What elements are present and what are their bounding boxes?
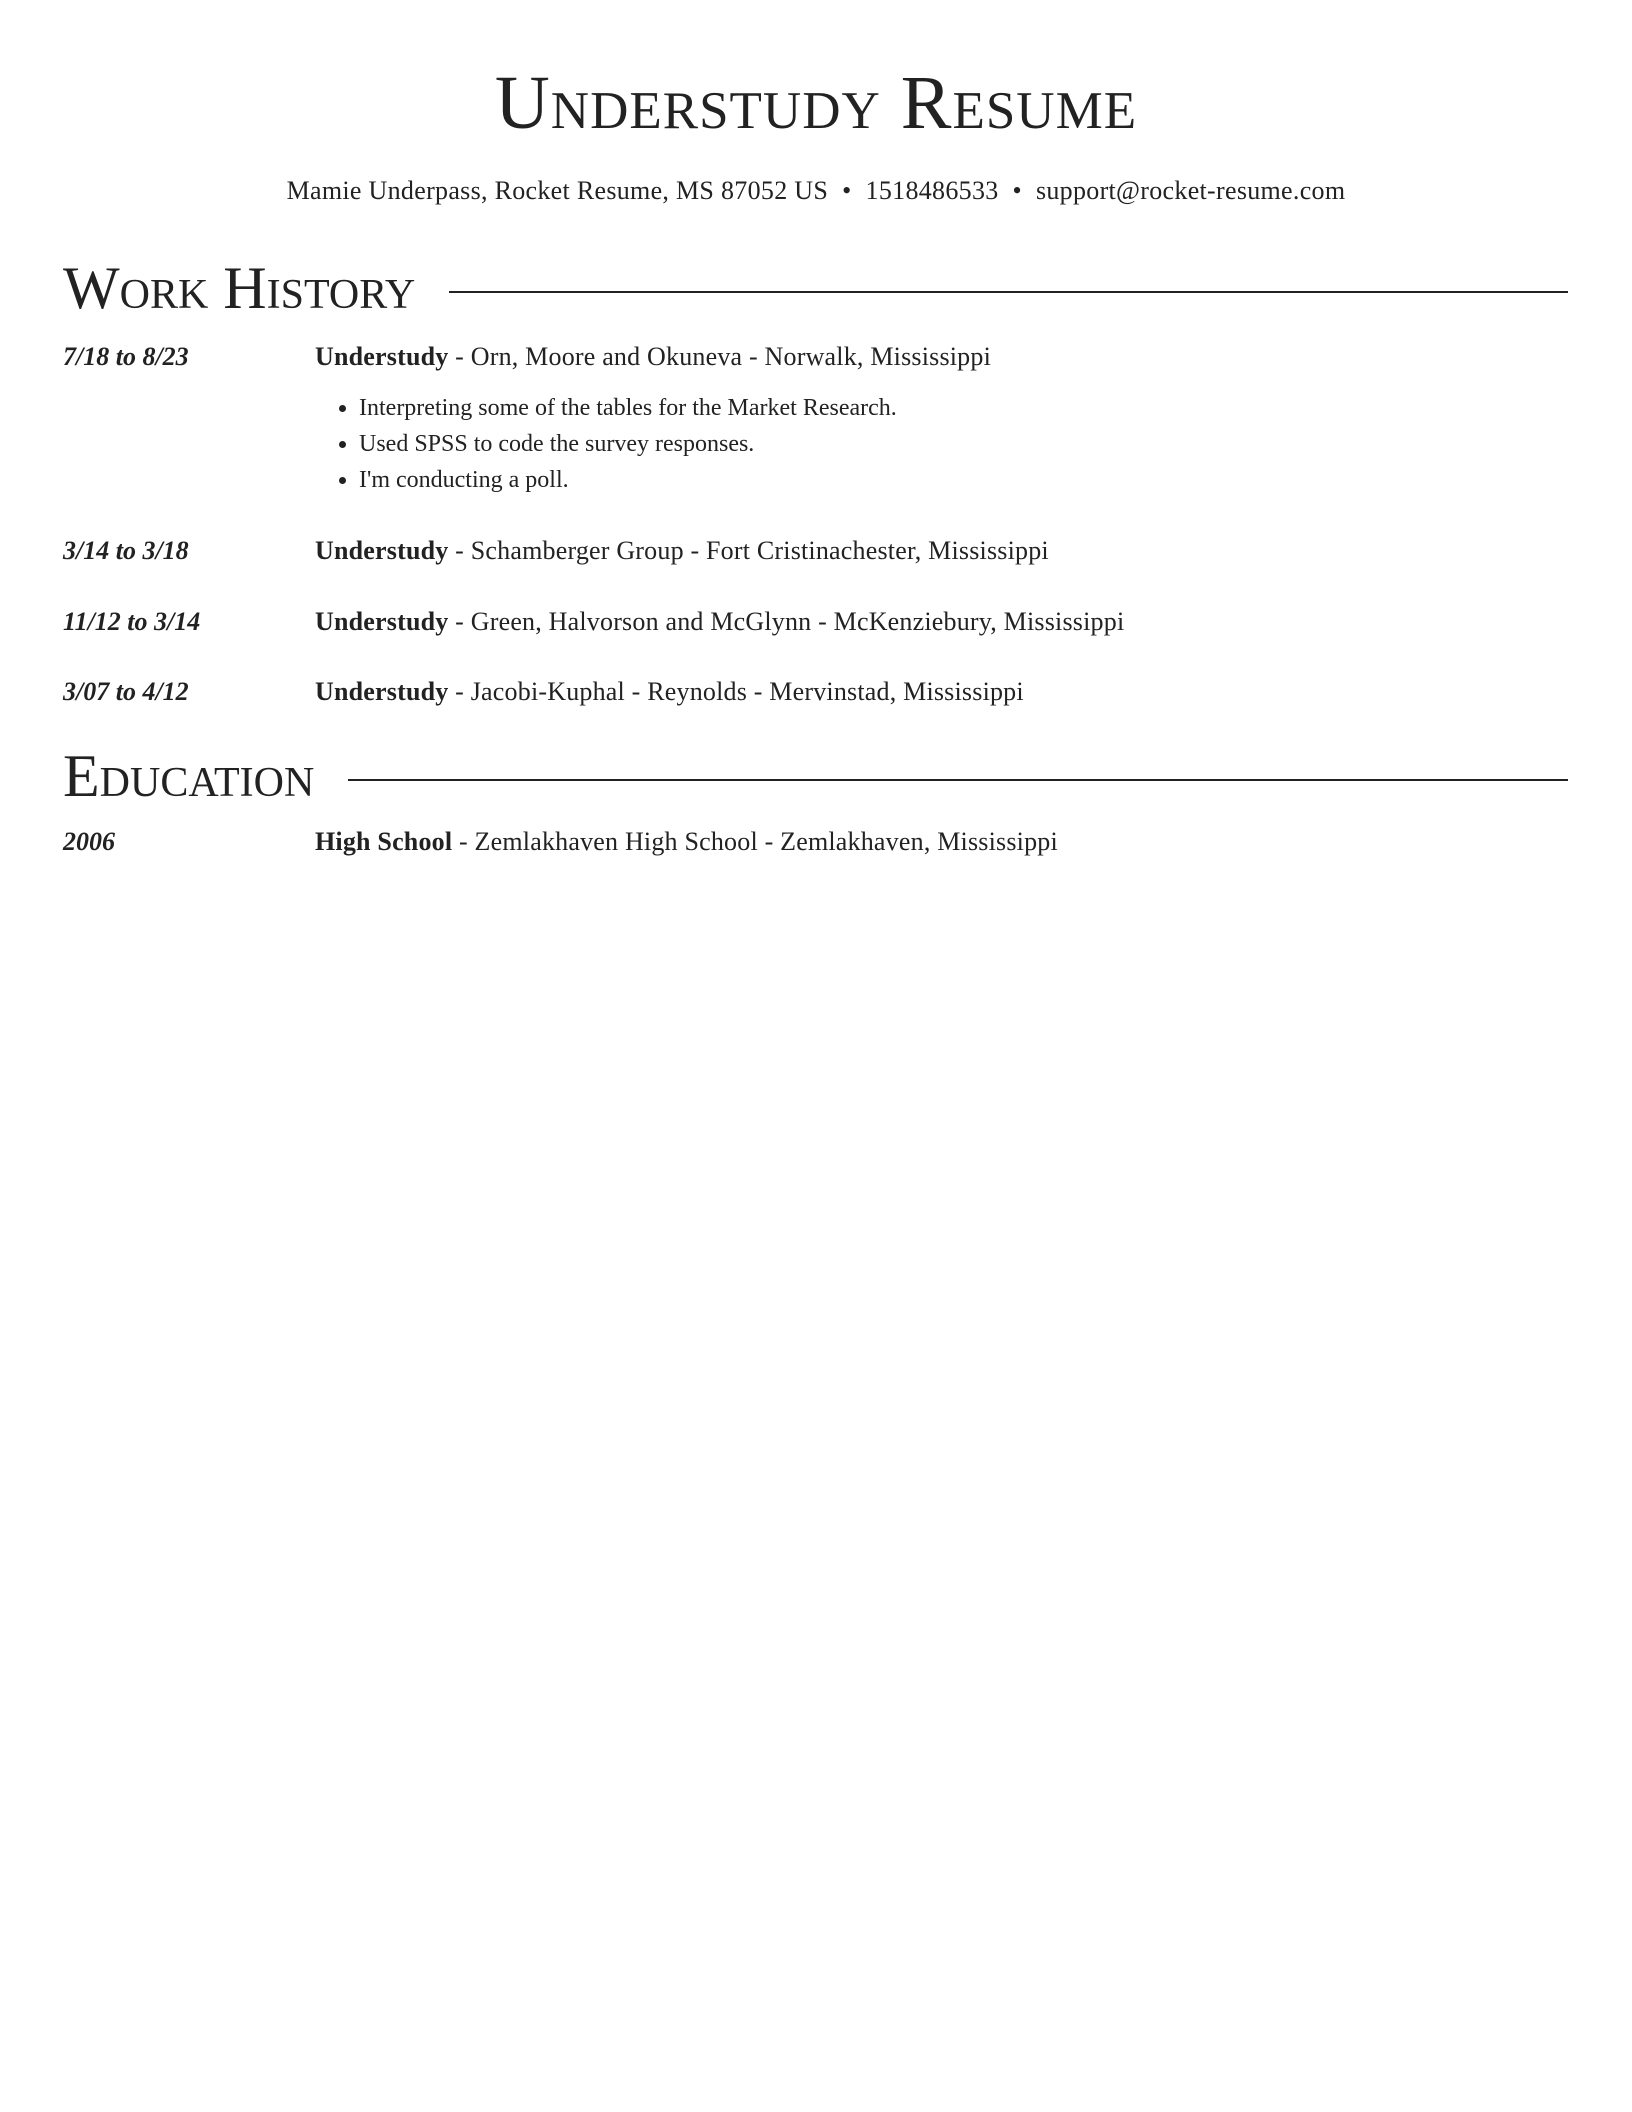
bullet-item: • I'm conducting a poll. [359, 462, 897, 498]
entry-role: Understudy [315, 342, 449, 371]
contact-line [0, 174, 1632, 208]
contact-separator: • [1012, 176, 1022, 205]
entry-description [315, 534, 1049, 568]
entry-bullet-list [315, 390, 897, 498]
entry-role: Understudy [315, 536, 449, 565]
entry-role: Understudy [315, 677, 449, 706]
entry-details: - Orn, Moore and Okuneva - Norwalk, Mississippi [448, 342, 992, 371]
bullet-item: • Interpreting some of the tables for the Market Research. [359, 390, 897, 426]
entry-dates: 11/12 to 3/14 [63, 607, 201, 636]
entry-dates: 7/18 to 8/23 [63, 342, 189, 371]
entry-role: Understudy [315, 607, 449, 636]
entry-dates: 3/14 to 3/18 [63, 536, 189, 565]
entry-description [315, 340, 991, 374]
bullet-item: • Used SPSS to code the survey responses. [359, 426, 897, 462]
entry-description [315, 825, 1058, 859]
contact-separator: • [842, 176, 852, 205]
entry-details: - Schamberger Group - Fort Cristinachester, Mississippi [448, 536, 1049, 565]
entry-description [315, 675, 1024, 709]
section-title-education: Education [63, 743, 315, 809]
resume-title: Understudy Resume [494, 61, 1138, 145]
section-divider [449, 291, 1568, 293]
entry-details: - Zemlakhaven High School - Zemlakhaven, Mississippi [452, 827, 1058, 856]
education-heading [63, 741, 1568, 811]
work-history-heading [63, 253, 1568, 323]
contact-address: Mamie Underpass, Rocket Resume, MS 87052 US [286, 176, 829, 205]
entry-description [315, 605, 1124, 639]
entry-degree: High School [315, 827, 453, 856]
contact-phone: 1518486533 [865, 176, 999, 205]
entry-dates: 2006 [63, 827, 115, 856]
entry-details: - Jacobi-Kuphal - Reynolds - Mervinstad, Mississippi [448, 677, 1024, 706]
section-title-work-history: Work History [63, 255, 416, 321]
entry-details: - Green, Halvorson and McGlynn - McKenziebury, Mississippi [448, 607, 1125, 636]
section-divider [348, 779, 1568, 781]
contact-email: support@rocket-resume.com [1035, 176, 1346, 205]
entry-dates: 3/07 to 4/12 [63, 677, 189, 706]
